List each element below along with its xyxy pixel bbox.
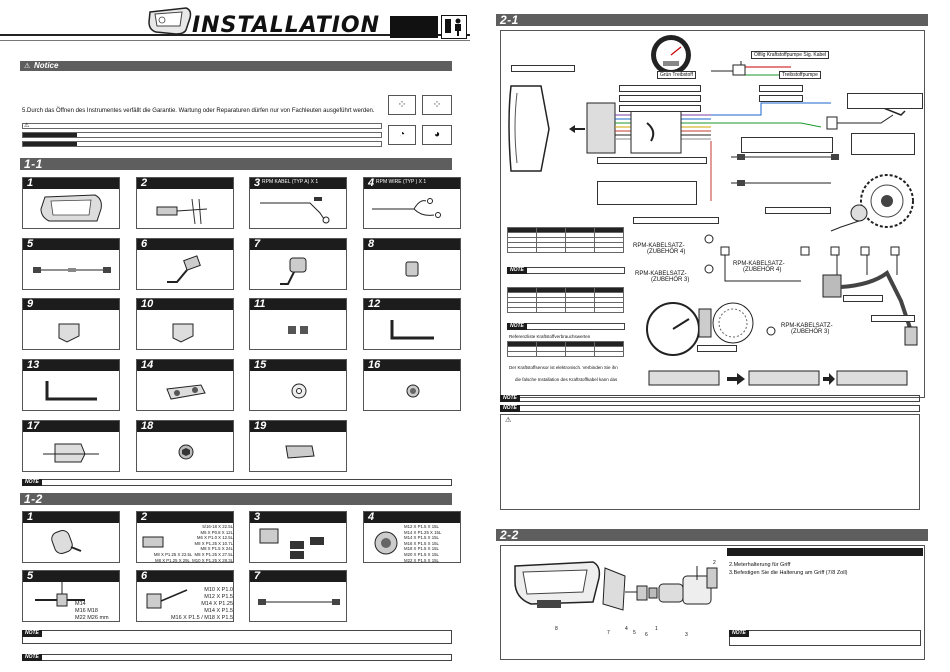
- note-2-1-a: [500, 395, 920, 402]
- label-rpm-cable-3b: (ZUBEHÖR 3): [651, 277, 690, 283]
- part-number: 7: [254, 570, 261, 582]
- part-card-17: [22, 420, 120, 472]
- note-table-2: [507, 323, 625, 330]
- notice-icon-top-2: ⁘: [422, 95, 452, 115]
- accessory-card-3: [249, 511, 347, 563]
- part-card-4: [363, 177, 461, 229]
- label-rpm-cable-3c: RPM-KABELSATZ-: [781, 323, 833, 329]
- wiring-diagram-frame: [500, 30, 925, 398]
- speed-sensor-illustration: [250, 250, 347, 290]
- part-label: RPM KABEL (TYP A) X 1: [262, 179, 319, 185]
- accessory-card-6: [136, 570, 234, 622]
- note-tag: NOTE: [507, 267, 527, 274]
- label-box: [843, 295, 883, 302]
- part-number: 19: [254, 420, 267, 432]
- note-tag: NOTE: [500, 405, 520, 412]
- hex-key-illustration: [364, 310, 461, 350]
- bracket-illustration: [137, 310, 234, 350]
- accessory-card-5: [22, 570, 120, 622]
- label-box: [619, 95, 701, 102]
- note-tag: NOTE: [507, 323, 527, 330]
- label-box: [597, 157, 707, 164]
- temp-sensor-illustration: [137, 250, 234, 290]
- top-banner-stripe-thin: [0, 40, 470, 41]
- sensor-bolt-illustration: [137, 189, 234, 229]
- fuel-table-title: Referenzliste Kraftstoffverbrauchswerten: [509, 334, 591, 339]
- note-2-1-b: [500, 405, 920, 412]
- note-tag: NOTE: [729, 630, 749, 637]
- clamp-illustration: [137, 371, 234, 411]
- part-number: 6: [141, 570, 148, 582]
- note-1-2-b: [22, 654, 452, 661]
- notice-line-5: 5.Durch das Öffnen des Instrumentes verfällt die Garantie. Wartung oder Reparaturen dürfen nur von Fachleuten ausgeführt werden.: [22, 108, 375, 114]
- part-number: 13: [27, 359, 40, 371]
- part-number: 18: [141, 420, 154, 432]
- rubber-pad-illustration: [250, 432, 347, 472]
- callout-8: 8: [555, 626, 558, 632]
- part-number: 10: [141, 298, 154, 310]
- part-number: 14: [141, 359, 154, 371]
- label-box: [633, 217, 719, 224]
- part-number: 5: [27, 238, 34, 250]
- part-card-7: [249, 238, 347, 290]
- notice-black-row-2: [22, 141, 382, 147]
- part-number: 1: [27, 177, 34, 189]
- note-1-1: [22, 479, 452, 486]
- label-rpm-cable-4a: RPM-KABELSATZ-: [633, 243, 685, 249]
- accessory-card-2: [136, 511, 234, 563]
- part-number: 2: [141, 177, 148, 189]
- part-number: 4: [368, 177, 375, 189]
- callout-5: 5: [633, 630, 636, 636]
- mount-exploded-view: [501, 546, 723, 659]
- part-card-8: [363, 238, 461, 290]
- section-2-1-label: 2-1: [500, 13, 519, 27]
- part-number: 1: [27, 511, 34, 523]
- part-label: RPM WIRE (TYP ) X 1: [376, 179, 427, 185]
- rpm-cable-a-illustration: [250, 189, 347, 229]
- instruction-line-2: 2.Meterhalterung für Griff: [729, 562, 791, 568]
- label-box: [741, 137, 833, 153]
- part-number: 5: [27, 570, 34, 582]
- part-card-10: [136, 298, 234, 350]
- part-card-5: [22, 238, 120, 290]
- washer-illustration: [250, 371, 347, 411]
- magnet-illustration: [364, 250, 461, 290]
- fuel-table-1: [507, 227, 624, 253]
- plug-sizes: M12 X P1.5 X 15L M14 X P1.25 X 15L M14 X P1.5 X 15L M16 X P1.5 X 15L M18 X P1.5 X 15L M20 X P1.5 X 15L M22 X P1.5 X 15L: [404, 524, 442, 563]
- section-2-2-header: [496, 529, 928, 541]
- fuel-warning-line-1: Der Kraftstoffsensor ist elektronisch. Verbinden Sie ihn: [509, 365, 618, 370]
- label-box: [597, 181, 697, 205]
- label-rpm-cable-3a: RPM-KABELSATZ-: [635, 271, 687, 277]
- banner-black-block: [390, 16, 438, 38]
- nut-illustration: [364, 371, 461, 411]
- label-box: [511, 65, 575, 72]
- note-1-2-a: [22, 630, 452, 644]
- label-box: [619, 105, 701, 112]
- part-number: 15: [254, 359, 267, 371]
- part-card-19: [249, 420, 347, 472]
- label-green-fuel: Grün Treibstoff: [657, 71, 696, 79]
- part-number: 3: [254, 511, 261, 523]
- part-number: 17: [27, 420, 40, 432]
- part-card-18: [136, 420, 234, 472]
- instruction-header-bar: [727, 548, 923, 556]
- warning-icon: ⚠: [24, 63, 31, 70]
- callout-3: 3: [685, 632, 688, 638]
- note-table-1: [507, 267, 625, 274]
- banner-meter-illustration: [146, 4, 194, 36]
- fuel-warning-line-2: die falsche Installation des Kraftstoffkabel kann das: [515, 377, 618, 382]
- notice-warning-row: [22, 123, 382, 129]
- part-number: 3: [254, 177, 261, 189]
- note-tag: NOTE: [22, 630, 42, 637]
- part-card-2: [136, 177, 234, 229]
- fuel-table-3: [507, 341, 624, 357]
- part-number: 4: [368, 511, 375, 523]
- accessory-card-1: [22, 511, 120, 563]
- part-number: 11: [254, 298, 266, 310]
- part-number: 12: [368, 298, 381, 310]
- label-rpm-cable-4d: (ZUBEHÖR 4): [743, 267, 782, 273]
- sensor-plug-illustration: [23, 523, 120, 563]
- part-card-3: [249, 177, 347, 229]
- part-card-12: [363, 298, 461, 350]
- label-fuel-pump: Treibstoffpumpe: [779, 71, 821, 79]
- part-card-11: [249, 298, 347, 350]
- notice-icon-bottom-1: ◔: [388, 125, 416, 145]
- section-1-1-label: 1-1: [24, 157, 43, 171]
- part-number: 16: [368, 359, 381, 371]
- section-1-1-header: [20, 158, 452, 170]
- extension-cable-illustration: [250, 582, 347, 622]
- callout-1: 1: [655, 626, 658, 632]
- banner-title: INSTALLATION: [192, 13, 381, 38]
- warning-icon: ⚠: [505, 417, 512, 424]
- part-card-16: [363, 359, 461, 411]
- part-card-15: [249, 359, 347, 411]
- banner-person-icon: [441, 15, 467, 39]
- notice-title: Notice: [34, 61, 59, 70]
- connector-kit-illustration: [250, 523, 347, 563]
- notice-icon-bottom-2: ◕: [422, 125, 452, 145]
- rpm-wire-illustration: [364, 189, 461, 229]
- sensor-threads: M10 X P1.0 M12 X P1.5 M14 X P1.25 M14 X P1.5 M16 X P1.5 / M18 X P1.5: [170, 587, 233, 621]
- adapter-sizes: 5/16-18 X 22.5L M5 X P0.8 X 12L M6 X P1.0 X 12.5L M8 X P1.25 X 10.7L M8 X P1.5 X 24L M8 X P1.25 X 22.5L M8 X P1.25 X 27.5L M8 X P1.25 X 29L M10 X P1.25 X 28.3L: [153, 524, 233, 563]
- note-tag: NOTE: [22, 479, 42, 486]
- section-1-2-header: [20, 493, 452, 505]
- part-card-1: [22, 177, 120, 229]
- callout-2: 2: [713, 560, 716, 566]
- mount-clip-illustration: [23, 432, 120, 472]
- extension-cable-illustration: [23, 250, 120, 290]
- label-box: [759, 85, 803, 92]
- part-number: 6: [141, 238, 148, 250]
- label-box: [847, 93, 923, 109]
- note-2-2: [729, 630, 921, 646]
- instruction-line-3: 3.Befestigen Sie die Halterung am Griff (7/8 Zoll): [729, 570, 848, 576]
- label-box: [765, 207, 831, 214]
- notice-icon-top-1: ⁘: [388, 95, 416, 115]
- accessory-card-4: [363, 511, 461, 563]
- label-box: [697, 345, 737, 352]
- section-1-2-label: 1-2: [24, 492, 43, 506]
- label-rpm-cable-4b: (ZUBEHÖR 4): [647, 249, 686, 255]
- part-card-6: [136, 238, 234, 290]
- warning-text-box: [500, 414, 920, 510]
- meter-illustration: [23, 189, 120, 229]
- part-number: 2: [141, 511, 148, 523]
- label-box: [759, 95, 803, 102]
- label-rpm-cable-4c: RPM-KABELSATZ-: [733, 261, 785, 267]
- grub-screws-illustration: [250, 310, 347, 350]
- note-tag: NOTE: [22, 654, 42, 661]
- note-tag: NOTE: [500, 395, 520, 402]
- part-number: 8: [368, 238, 375, 250]
- label-fuel-pump-signal: Ölfilg Kraftstoffpumpe Sig. Kabel: [751, 51, 829, 59]
- notice-black-row-1: [22, 132, 382, 138]
- callout-4: 4: [625, 626, 628, 632]
- part-card-14: [136, 359, 234, 411]
- part-card-9: [22, 298, 120, 350]
- callout-7: 7: [607, 630, 610, 636]
- fuel-table-2: [507, 287, 624, 313]
- hex-key-illustration: [23, 371, 120, 411]
- adapter-diameters: M14 M16 M18 M22 M26 mm: [75, 601, 109, 621]
- label-box: [871, 315, 915, 322]
- mount-diagram-frame: [500, 545, 925, 660]
- accessory-card-7: [249, 570, 347, 622]
- notice-header: [20, 61, 452, 71]
- socket-screw-illustration: [137, 432, 234, 472]
- part-number: 9: [27, 298, 34, 310]
- label-rpm-cable-3d: (ZUBEHÖR 3): [791, 329, 830, 335]
- part-card-13: [22, 359, 120, 411]
- bracket-illustration: [23, 310, 120, 350]
- part-number: 7: [254, 238, 261, 250]
- label-box: [851, 133, 915, 155]
- section-2-1-header: [496, 14, 928, 26]
- callout-6: 6: [645, 632, 648, 638]
- warning-icon-small: ⚠: [24, 123, 30, 129]
- label-box: [619, 85, 701, 92]
- section-2-2-label: 2-2: [500, 528, 519, 542]
